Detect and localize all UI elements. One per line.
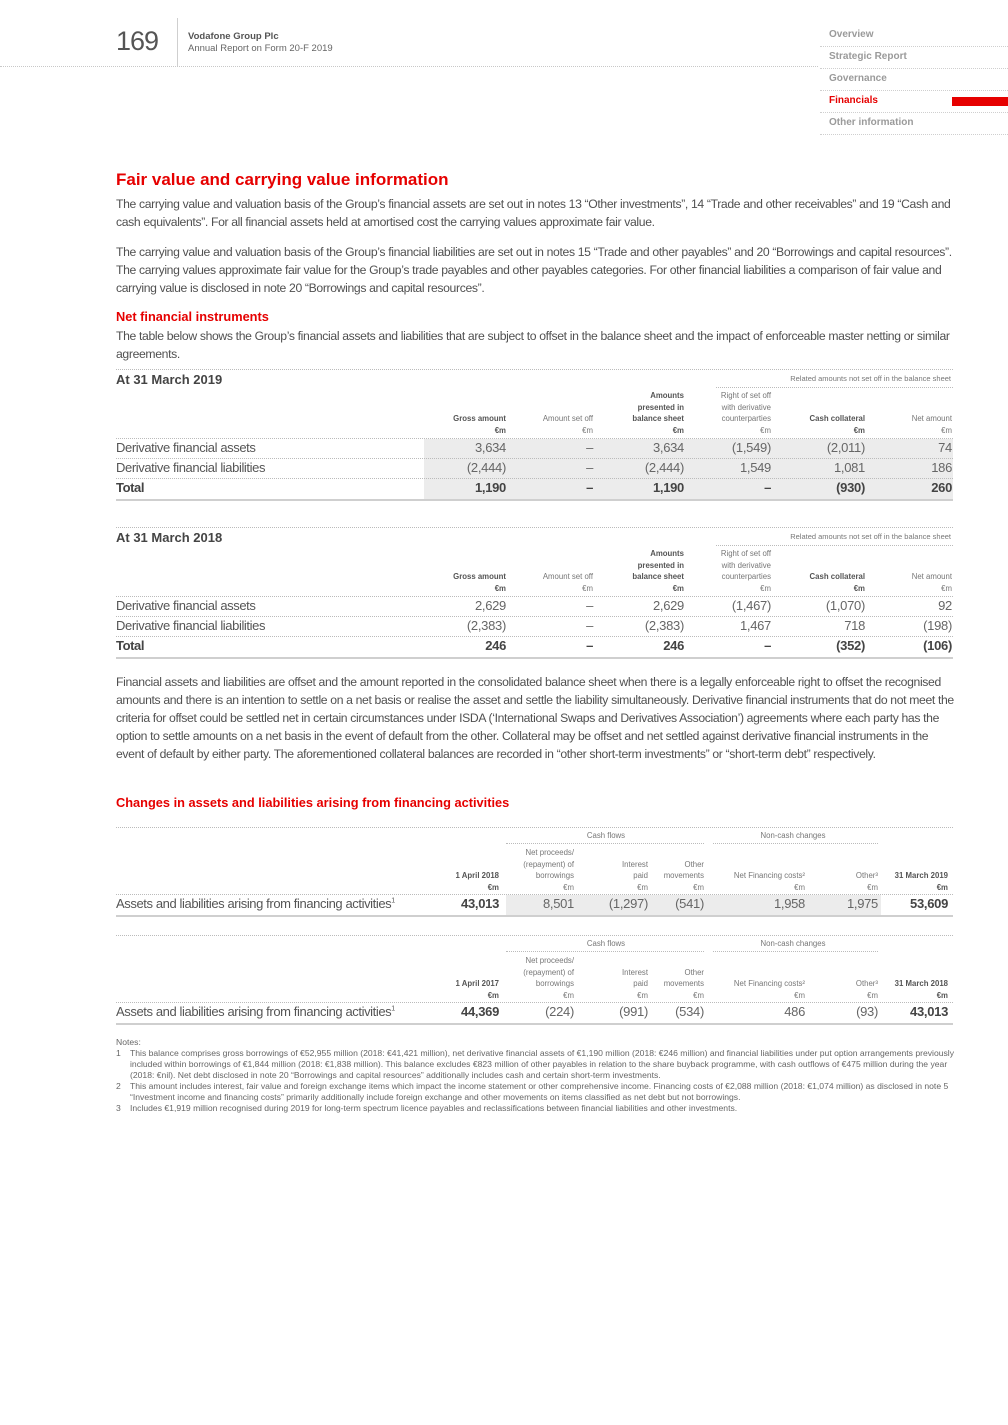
column-header-line	[848, 847, 948, 859]
financing-table-2018	[116, 935, 953, 1028]
column-header-line: Net Financing costs²	[733, 871, 805, 880]
table-cell: (1,070)	[825, 598, 865, 613]
table-cell: 1,975	[846, 896, 878, 911]
row-label	[116, 1004, 395, 1019]
column-header-line: €m	[494, 425, 506, 435]
table-cell: –	[764, 480, 771, 495]
column-header-line: (repayment) of	[523, 967, 574, 977]
subsection-title-financing-changes: Changes in assets and liabilities arising from financing activities	[116, 795, 510, 810]
table-cell: (93)	[856, 1004, 878, 1019]
column-header-line	[842, 402, 952, 414]
table-cell: 3,634	[474, 440, 506, 455]
column-header-line: €m	[941, 425, 952, 435]
table-cell: 1,081	[833, 460, 865, 475]
column-header-line: 31 March 2019	[894, 871, 948, 880]
group-rule-cash-flows	[506, 951, 704, 952]
row-label-text: Assets and liabilities arising from financing activities	[116, 896, 392, 911]
table-cell: 186	[931, 460, 952, 475]
table-cell: (1,467)	[731, 598, 771, 613]
report-title: Annual Report on Form 20-F 2019	[188, 43, 333, 54]
column-header-line: movements	[663, 871, 704, 880]
financing-table-2019	[116, 827, 953, 920]
paragraph-assets: The carrying value and valuation basis of the Group’s financial assets are set out in notes 13 “Other investments”, 14 “Trade and other receivables” and 19 “Cash and cash equivalents”. For all financial assets held at amortised cost the carrying values approximate fair value.	[116, 197, 951, 229]
table-cell: (106)	[923, 638, 952, 653]
table-cell: 92	[938, 598, 952, 613]
table-cell: 2,629	[652, 598, 684, 613]
column-header-line: Other	[684, 859, 704, 869]
header-divider	[177, 18, 178, 67]
column-header-line: Net amount	[911, 572, 952, 581]
column-header-line: 31 March 2018	[894, 979, 948, 988]
column-header-line: Net proceeds/	[525, 956, 574, 965]
column-header-line: paid	[633, 871, 648, 880]
table-title: At 31 March 2018	[116, 530, 223, 545]
table-row	[116, 458, 953, 479]
column-header-line: Gross amount	[453, 572, 506, 581]
column-header-line: movements	[663, 979, 704, 988]
header-rule	[0, 66, 818, 68]
column-header-line: €m	[494, 583, 506, 593]
column-header-line: with derivative	[721, 560, 771, 570]
column-header-line: Right of set off	[720, 549, 771, 558]
column-header-line: Net Financing costs²	[733, 979, 805, 988]
table-cell: –	[586, 638, 593, 653]
table-cell: (1,549)	[731, 440, 771, 455]
footnote-number: 1	[116, 1048, 121, 1058]
group-header-non-cash: Non-cash changes	[760, 939, 826, 948]
footnote-text: Includes €1,919 million recognised during 2019 for long-term spectrum licence payables and reclassifications between financial liabilities and other investments.	[130, 1103, 738, 1113]
table-cell: (224)	[545, 1004, 574, 1019]
footnote-3	[116, 1103, 956, 1114]
footnote-text: This balance comprises gross borrowings of €52,955 million (2018: €41,421 million), net derivative financial assets of €1,190 million (2018: €246 million) and financial liabilities under put option arrangements previously included within borrowings of €1,844 million (2018: €1,838 million). This balance excludes €823 million of other payables in relation to the share buyback programme, with cash outflows of €475 million during the year (2018: €nil). Net debt disclosed in note 20 “Borrowings and capital resources” additionally includes cash and certain short-term investments.	[130, 1048, 955, 1080]
paragraph-table-intro: The table below shows the Group’s financial assets and liabilities that are subject to offset in the balance sheet and the impact of enforceable master netting or similar agreements.	[116, 329, 950, 361]
section-title: Fair value and carrying value information	[116, 170, 449, 189]
table-cell: 8,501	[542, 896, 574, 911]
total-row	[116, 478, 953, 499]
table-cell: –	[586, 440, 593, 455]
nav-item-governance[interactable]	[820, 70, 1008, 91]
related-amounts-rule	[716, 545, 953, 546]
table-cell: (2,011)	[826, 440, 865, 455]
related-amounts-rule	[716, 387, 953, 388]
nav-item-strategic-report[interactable]	[820, 48, 1008, 69]
table-cell: 53,609	[910, 896, 948, 911]
section-nav	[820, 26, 1008, 136]
group-rule-non-cash	[713, 951, 878, 952]
column-header-line	[848, 955, 948, 967]
table-cell: 260	[931, 480, 952, 495]
row-label: Derivative financial liabilities	[116, 618, 266, 633]
column-header-line: presented in	[637, 402, 684, 412]
table-cell: (541)	[675, 896, 704, 911]
table-cell: 1,549	[739, 460, 771, 475]
row-label: Derivative financial assets	[116, 440, 256, 455]
column-header-line: €m	[794, 882, 805, 892]
table-cell: 74	[938, 440, 952, 455]
table-cell: (991)	[619, 1004, 648, 1019]
table-cell: 486	[784, 1004, 805, 1019]
active-indicator	[952, 97, 1008, 106]
table-cell: (352)	[836, 638, 865, 653]
column-header-line: presented in	[637, 560, 684, 570]
column-header-line: €m	[582, 425, 593, 435]
group-header-cash-flows: Cash flows	[586, 939, 626, 948]
row-label: Total	[116, 480, 145, 495]
column-header-line: €m	[693, 990, 704, 1000]
footnote-2	[116, 1081, 956, 1103]
table-row	[116, 616, 953, 637]
column-header-line: €m	[563, 990, 574, 1000]
row-label: Total	[116, 638, 145, 653]
table-cell: (2,383)	[466, 618, 506, 633]
column-header-line: €m	[936, 882, 948, 892]
column-header-line: €m	[637, 882, 648, 892]
footnotes	[116, 1037, 956, 1114]
nav-label: Governance	[829, 73, 887, 84]
column-header	[604, 847, 704, 893]
table-cell: 246	[485, 638, 506, 653]
group-header-cash-flows: Cash flows	[586, 831, 626, 840]
table-title: At 31 March 2019	[116, 372, 223, 387]
column-header-line: Cash collateral	[809, 572, 865, 581]
column-header	[848, 955, 948, 1001]
column-header-line: Amount set off	[542, 572, 593, 581]
column-header-line: €m	[941, 583, 952, 593]
column-header-line: Other	[684, 967, 704, 977]
column-header-line: Interest	[621, 967, 648, 977]
table-row	[116, 894, 953, 915]
column-header-line: Right of set off	[720, 391, 771, 400]
column-header-line	[604, 955, 704, 967]
column-header-line: 1 April 2017	[455, 979, 499, 988]
column-header-line: Interest	[621, 859, 648, 869]
row-label: Derivative financial liabilities	[116, 460, 266, 475]
nav-item-financials[interactable]	[820, 92, 1008, 113]
table-bottom-rule	[116, 915, 953, 917]
notes-heading: Notes:	[116, 1037, 141, 1047]
table-cell: –	[586, 618, 593, 633]
column-header-line: Gross amount	[453, 414, 506, 423]
footnote-1	[116, 1048, 956, 1081]
column-header-line	[842, 390, 952, 402]
column-header-line: €m	[487, 990, 499, 1000]
table-cell: 43,013	[461, 896, 499, 911]
column-header-line: Cash collateral	[809, 414, 865, 423]
column-header	[604, 955, 704, 1001]
footnote-number: 2	[116, 1081, 121, 1091]
table-cell: 1,190	[652, 480, 684, 495]
column-header	[842, 390, 952, 436]
column-header-line: Other³	[855, 871, 878, 880]
column-header-line: €m	[760, 425, 771, 435]
group-rule-non-cash	[713, 843, 878, 844]
column-header-line: €m	[563, 882, 574, 892]
paragraph-liabilities: The carrying value and valuation basis of the Group’s financial liabilities are set out in notes 15 “Trade and other payables” and 20 “Borrowings and capital resources”. The carrying values approximate fair value for the Group’s trade payables and other payables categories. For other financial liabilities a comparison of fair value and carrying value is disclosed in note 20 “Borrowings and capital resources”.	[116, 245, 952, 295]
column-header-line: €m	[487, 882, 499, 892]
page-number: 169	[116, 26, 159, 56]
table-row	[116, 438, 953, 459]
nav-label: Strategic Report	[829, 51, 907, 62]
total-row	[116, 636, 953, 657]
column-header-line: balance sheet	[632, 414, 684, 423]
footnote-text: This amount includes interest, fair value and foreign exchange items which impact the income statement or other comprehensive income. Financing costs of €2,088 million (2018: €1,074 million) as disclosed in note 5 “Investment income and financing costs” primarily additionally include foreign exchange and other movements on items classified as net debt but not borrowings.	[130, 1081, 949, 1102]
table-cell: (534)	[675, 1004, 704, 1019]
column-header-line: €m	[867, 990, 878, 1000]
column-header-line: €m	[867, 882, 878, 892]
table-cell: 3,634	[652, 440, 684, 455]
column-header-line: with derivative	[721, 402, 771, 412]
column-header-line	[604, 847, 704, 859]
table-cell: 43,013	[910, 1004, 948, 1019]
column-header-line: €m	[794, 990, 805, 1000]
column-header-line: €m	[853, 425, 865, 435]
offset-table-2019	[116, 369, 953, 502]
table-cell: –	[586, 460, 593, 475]
table-cell: 718	[844, 618, 865, 633]
table-cell: 1,467	[739, 618, 771, 633]
subsection-title-net-financial-instruments: Net financial instruments	[116, 309, 269, 324]
paragraph-offset-explanation: Financial assets and liabilities are offset and the amount reported in the consolidated balance sheet when there is a legally enforceable right to offset the recognised amounts and there is an intention to settle on a net basis or realise the asset and settle the liability simultaneously. Derivative financial instruments that do not meet the criteria for offset could be settled net in certain circumstances under ISDA (‘International Swaps and Derivatives Association’) agreements where each party has the option to settle amounts on a net basis in the event of default from the other. Collateral may be offset and net settled against derivative financial instruments in the event of default by either party. The aforementioned collateral balances are recorded in “other short-term investments” or “short-term debt” respectively.	[116, 675, 954, 761]
column-header-line: €m	[637, 990, 648, 1000]
table-cell: (930)	[836, 480, 865, 495]
footnote-ref: 1	[391, 897, 395, 905]
row-label-text: Assets and liabilities arising from financing activities	[116, 1004, 392, 1019]
table-cell: (198)	[923, 618, 952, 633]
column-header-line: €m	[760, 583, 771, 593]
company-name: Vodafone Group Plc	[188, 31, 279, 42]
column-header	[842, 548, 952, 594]
column-header-line: Amount set off	[542, 414, 593, 423]
related-amounts-label: Related amounts not set off in the balance sheet	[790, 532, 951, 541]
nav-item-other-information[interactable]	[820, 114, 1008, 135]
table-cell: 246	[663, 638, 684, 653]
column-header-line	[848, 859, 948, 871]
table-cell: –	[764, 638, 771, 653]
column-header-line: Amounts	[650, 391, 684, 400]
related-amounts-label: Related amounts not set off in the balance sheet	[790, 374, 951, 383]
nav-label: Other information	[829, 117, 914, 128]
offset-table-2018	[116, 527, 953, 660]
table-cell: (2,444)	[466, 460, 506, 475]
row-label: Derivative financial assets	[116, 598, 256, 613]
column-header-line: (repayment) of	[523, 859, 574, 869]
group-header-non-cash: Non-cash changes	[760, 831, 826, 840]
table-cell: 44,369	[461, 1004, 499, 1019]
column-header	[848, 847, 948, 893]
table-cell: –	[586, 480, 593, 495]
column-header-line: €m	[582, 583, 593, 593]
table-cell: (1,297)	[608, 896, 648, 911]
table-cell: (2,383)	[644, 618, 684, 633]
table-bottom-rule	[116, 499, 953, 501]
nav-label: Overview	[829, 29, 874, 40]
nav-label: Financials	[829, 95, 878, 106]
column-header-line: counterparties	[721, 572, 771, 581]
column-header-line: balance sheet	[632, 572, 684, 581]
table-cell: –	[586, 598, 593, 613]
column-header-line: paid	[633, 979, 648, 988]
nav-item-overview[interactable]	[820, 26, 1008, 47]
column-header-line: borrowings	[535, 979, 574, 988]
column-header-line: €m	[672, 583, 684, 593]
column-header-line: €m	[853, 583, 865, 593]
column-header-line: Other³	[855, 979, 878, 988]
column-header-line: €m	[693, 882, 704, 892]
table-bottom-rule	[116, 1023, 953, 1025]
column-header-line: €m	[672, 425, 684, 435]
group-rule-cash-flows	[506, 843, 704, 844]
column-header-line: €m	[936, 990, 948, 1000]
table-row	[116, 596, 953, 617]
table-row	[116, 1002, 953, 1023]
column-header-line: Net proceeds/	[525, 848, 574, 857]
column-header-line	[842, 548, 952, 560]
column-header-line: Amounts	[650, 549, 684, 558]
table-cell: 1,190	[474, 480, 506, 495]
table-bottom-rule	[116, 657, 953, 659]
footnote-number: 3	[116, 1103, 121, 1113]
column-header-line	[848, 967, 948, 979]
table-cell: 2,629	[474, 598, 506, 613]
column-header-line: borrowings	[535, 871, 574, 880]
table-cell: 1,958	[773, 896, 805, 911]
column-header-line	[842, 560, 952, 572]
footnote-ref: 1	[391, 1005, 395, 1013]
column-header-line: 1 April 2018	[455, 871, 499, 880]
row-label	[116, 896, 395, 911]
column-header-line: counterparties	[721, 414, 771, 423]
column-header-line: Net amount	[911, 414, 952, 423]
table-cell: (2,444)	[644, 460, 684, 475]
